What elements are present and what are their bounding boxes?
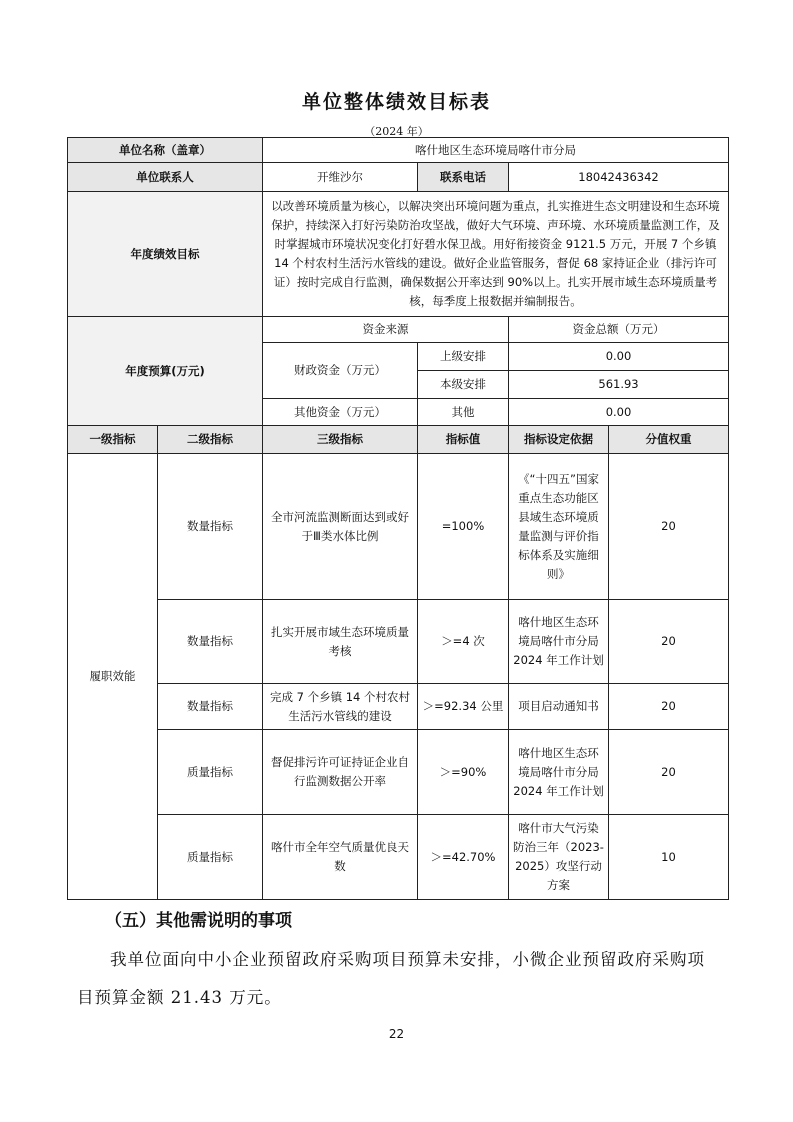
level3-cell: 督促排污许可证持证企业自行监测数据公开率 [263, 730, 418, 815]
level3-cell: 扎实开展市域生态环境质量考核 [263, 600, 418, 684]
weight-cell: 20 [609, 684, 729, 730]
other-label: 其他资金（万元） [263, 399, 418, 426]
header-level2: 二级指标 [158, 426, 263, 454]
table-row [68, 815, 729, 900]
table-row [68, 730, 729, 815]
page-number: 22 [388, 1027, 405, 1041]
basis-cell: 喀什地区生态环境局喀什市分局 2024 年工作计划 [509, 600, 609, 684]
table-row [68, 684, 729, 730]
value-cell: ＞=42.70% [418, 815, 509, 900]
unit-name-label: 单位名称（盖章） [68, 138, 263, 163]
local-value: 561.93 [509, 371, 729, 399]
other-value: 0.00 [509, 399, 729, 426]
upper-value: 0.00 [509, 343, 729, 371]
goal-text: 以改善环境质量为核心，以解决突出环境问题为重点，扎实推进生态文明建设和生态环境保护，持续深入打好污染防治攻坚战，做好大气环境、声环境、水环境质量监测工作，及时掌握城市环境状况变化打好碧水保卫战。用好衔接资金 9121.5 万元，开展 7 个乡镇 14 个村农村生活污水管线的建设。做好企业监管服务，督促 68 家持证企业（排污许可证）按时完成自行监测，确保数据公开率达到 90%以上。扎实开展市域生态环境质量考核，每季度上报数据并编制报告。 [263, 192, 729, 317]
weight-cell: 20 [609, 600, 729, 684]
header-value: 指标值 [418, 426, 509, 454]
basis-cell: 项目启动通知书 [509, 684, 609, 730]
header-weight: 分值权重 [609, 426, 729, 454]
phone-label: 联系电话 [418, 163, 509, 192]
basis-cell: 喀什地区生态环境局喀什市分局 2024 年工作计划 [509, 730, 609, 815]
upper-label: 上级安排 [418, 343, 509, 371]
source-header: 资金来源 [263, 317, 509, 343]
weight-cell: 20 [609, 730, 729, 815]
level3-cell: 完成 7 个乡镇 14 个村农村生活污水管线的建设 [263, 684, 418, 730]
section-paragraph: 我单位面向中小企业预留政府采购项目预算未安排，小微企业预留政府采购项目预算金额 21.43 万元。 [77, 950, 705, 1007]
weight-cell: 10 [609, 815, 729, 900]
contact-label: 单位联系人 [68, 163, 263, 192]
level3-cell: 喀什市全年空气质量优良天数 [263, 815, 418, 900]
fiscal-label: 财政资金（万元） [263, 343, 418, 399]
weight-cell: 20 [609, 454, 729, 600]
level2-cell: 数量指标 [158, 454, 263, 600]
header-level1: 一级指标 [68, 426, 158, 454]
total-header: 资金总额（万元） [509, 317, 729, 343]
goal-label: 年度绩效目标 [68, 192, 263, 317]
value-cell: =100% [418, 454, 509, 600]
section-heading: （五）其他需说明的事项 [105, 911, 292, 931]
table-row [68, 454, 729, 600]
performance-table [67, 137, 729, 900]
level1-cell: 履职效能 [68, 454, 158, 900]
local-label: 本级安排 [418, 371, 509, 399]
level2-cell: 质量指标 [158, 730, 263, 815]
value-cell: ＞=92.34 公里 [418, 684, 509, 730]
contact-value: 开维沙尔 [263, 163, 418, 192]
basis-cell: 《“十四五”国家重点生态功能区县域生态环境质量监测与评价指标体系及实施细则》 [509, 454, 609, 600]
table-year: （2024 年） [364, 125, 429, 138]
level2-cell: 质量指标 [158, 815, 263, 900]
value-cell: ＞=4 次 [418, 600, 509, 684]
level2-cell: 数量指标 [158, 684, 263, 730]
table-row [68, 600, 729, 684]
other-sub: 其他 [418, 399, 509, 426]
level3-cell: 全市河流监测断面达到或好于Ⅲ类水体比例 [263, 454, 418, 600]
basis-cell: 喀什市大气污染防治三年（2023-2025）攻坚行动方案 [509, 815, 609, 900]
header-basis: 指标设定依据 [509, 426, 609, 454]
unit-name-value: 喀什地区生态环境局喀什市分局 [263, 138, 729, 163]
phone-value: 18042436342 [509, 163, 729, 192]
level2-cell: 数量指标 [158, 600, 263, 684]
budget-label: 年度预算(万元) [68, 317, 263, 426]
page-title: 单位整体绩效目标表 [301, 91, 491, 113]
header-level3: 三级指标 [263, 426, 418, 454]
value-cell: ＞=90% [418, 730, 509, 815]
